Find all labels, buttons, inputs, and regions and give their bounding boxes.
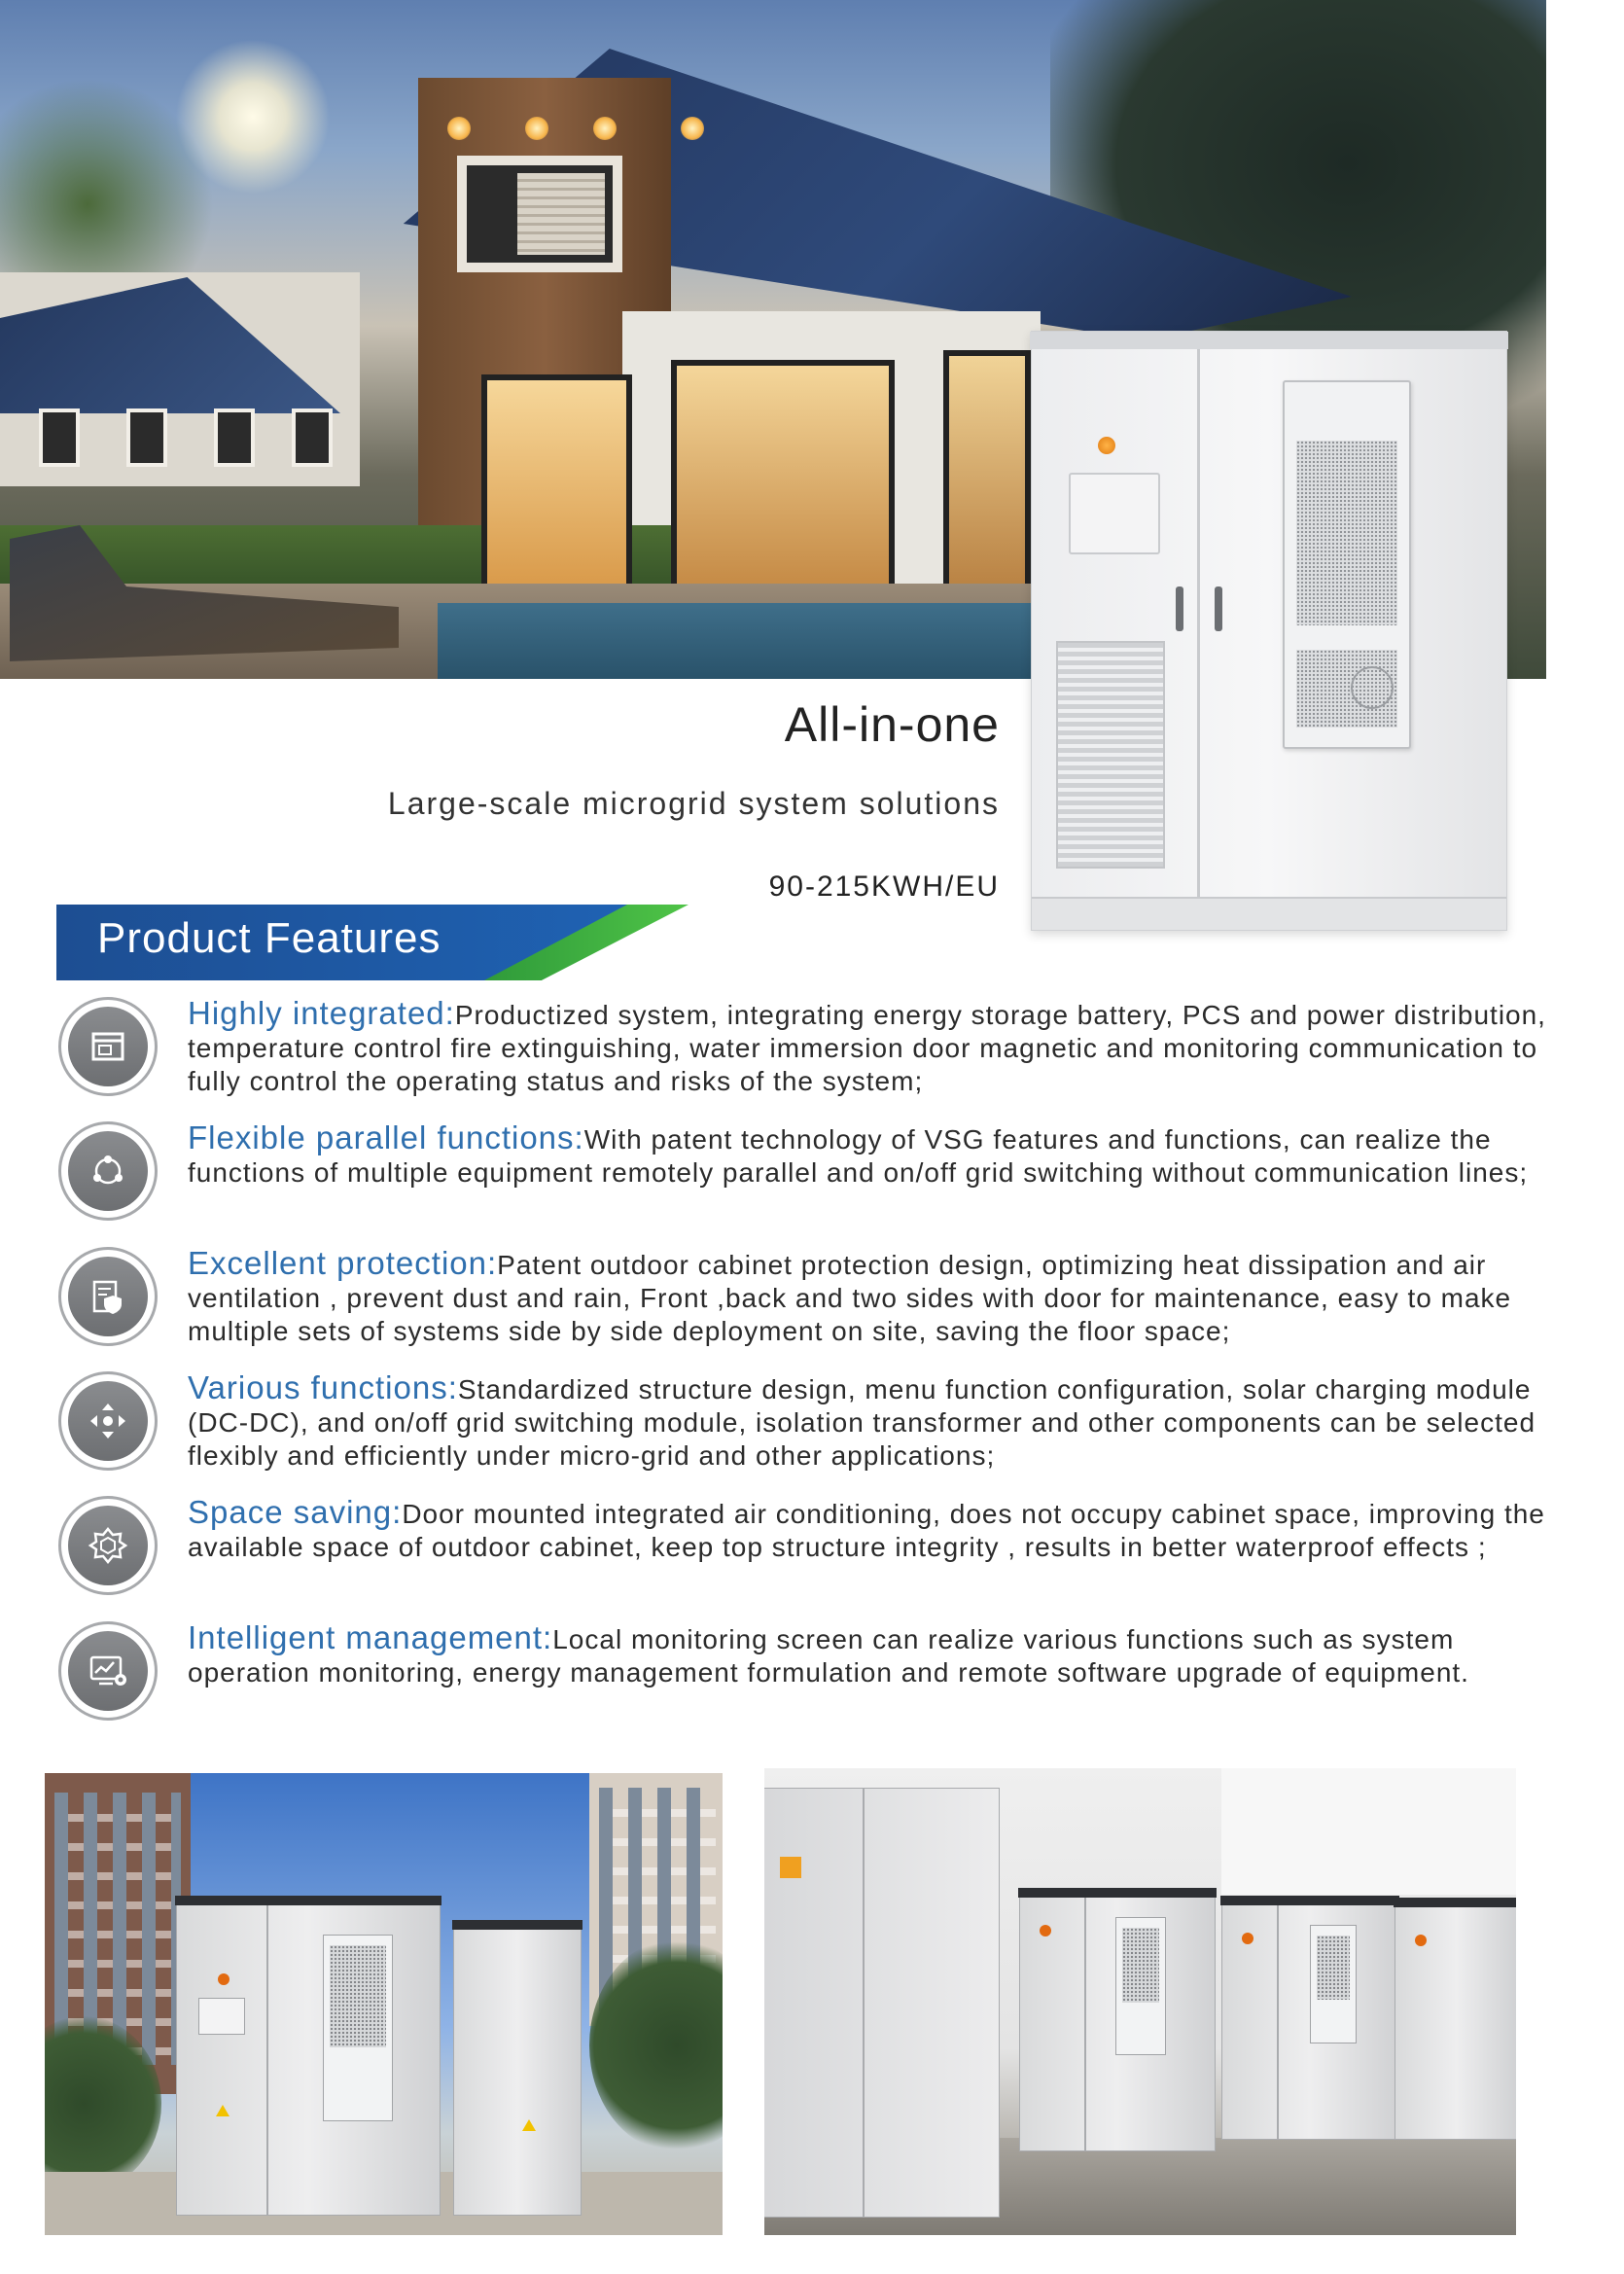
shield-document-icon [58,1247,158,1346]
cabinet [1221,1904,1398,2140]
cabinet [764,1788,1000,2218]
feature-heading: Intelligent management: [188,1619,553,1655]
feature-item [58,1496,1575,1603]
upper-window [457,156,622,272]
all-in-one-cabinet-image [1031,331,1507,931]
feature-text [188,1621,1569,1689]
eave-light [681,117,704,140]
feature-heading: Various functions: [188,1369,458,1405]
feature-text [188,1247,1569,1348]
feature-text [188,1496,1569,1564]
monitor-chart-icon [58,1621,158,1721]
window-icon [58,997,158,1096]
feature-text [188,997,1569,1098]
product-features-banner [56,905,630,980]
feature-body: Patent outdoor cabinet protection design, optimizing heat dissipation and air ventilation , prevent dust and rain, Front ,back and two sides with door for maintenance, easy to make multiple sets of systems side by side deployment on site, saving the floor space; [188,1250,1512,1346]
cabinet [453,1929,582,2216]
glass-door [481,374,632,593]
feature-text [188,1371,1569,1473]
feature-item [58,1121,1575,1228]
house-window [214,409,255,467]
feature-heading: Highly integrated: [188,995,455,1031]
move-arrows-icon [58,1371,158,1471]
door-handle [1176,586,1183,631]
monitoring-screen [1069,473,1160,554]
feature-heading: Flexible parallel functions: [188,1119,584,1155]
feature-item [58,997,1575,1104]
door-handle [1215,586,1222,631]
feature-body: Local monitoring screen can realize various functions such as system operation monitoring, energy management formulation and remote software upgrade of equipment. [188,1624,1469,1688]
outdoor-installation-photo [45,1773,723,2235]
wall [1221,1768,1516,1895]
gear-cube-icon [58,1496,158,1595]
feature-body: With patent technology of VSG features and functions, can realize the functions of multiple equipment remotely parallel and on/off grid switching without communication lines; [188,1124,1529,1188]
cabinet [1395,1906,1516,2140]
feature-body: Door mounted integrated air conditioning, does not occupy cabinet space, improving the available space of outdoor cabinet, keep top structure integrity , results in better waterproof effects ; [188,1499,1545,1562]
house-window [39,409,80,467]
house-window [126,409,167,467]
feature-item [58,1371,1575,1478]
eave-light [447,117,471,140]
vent-grille [1056,641,1165,869]
feature-text [188,1121,1569,1190]
cabinet [1019,1897,1216,2151]
feature-item [58,1247,1575,1354]
house-window [292,409,333,467]
eave-light [525,117,548,140]
feature-body: Productized system, integrating energy storage battery, PCS and power distribution, temperature control fire extinguishing, water immersion door magnetic and monitoring communication to fully control the operating status and risks of the system; [188,1000,1546,1096]
air-conditioner-unit [1283,380,1411,749]
cabinet [176,1904,441,2216]
capacity-spec: 90-215KWH/EU [768,871,1000,903]
product-subtitle: Large-scale microgrid system solutions [387,786,1000,821]
feature-item [58,1621,1575,1728]
eave-light [593,117,617,140]
indoor-installation-photo [764,1768,1516,2235]
product-title: All-in-one [784,697,1000,752]
network-nodes-icon [58,1121,158,1221]
product-features-heading: Product Features [97,914,441,962]
feature-heading: Excellent protection: [188,1245,498,1281]
glass-door [943,350,1031,593]
warning-lamp [1098,437,1115,454]
feature-body: Standardized structure design, menu function configuration, solar charging module (DC-DC), and on/off grid switching module, isolation transformer and other components can be selected flexibly and efficiently under micro-grid and other applications; [188,1374,1536,1471]
glass-door [671,360,895,593]
feature-heading: Space saving: [188,1494,403,1530]
